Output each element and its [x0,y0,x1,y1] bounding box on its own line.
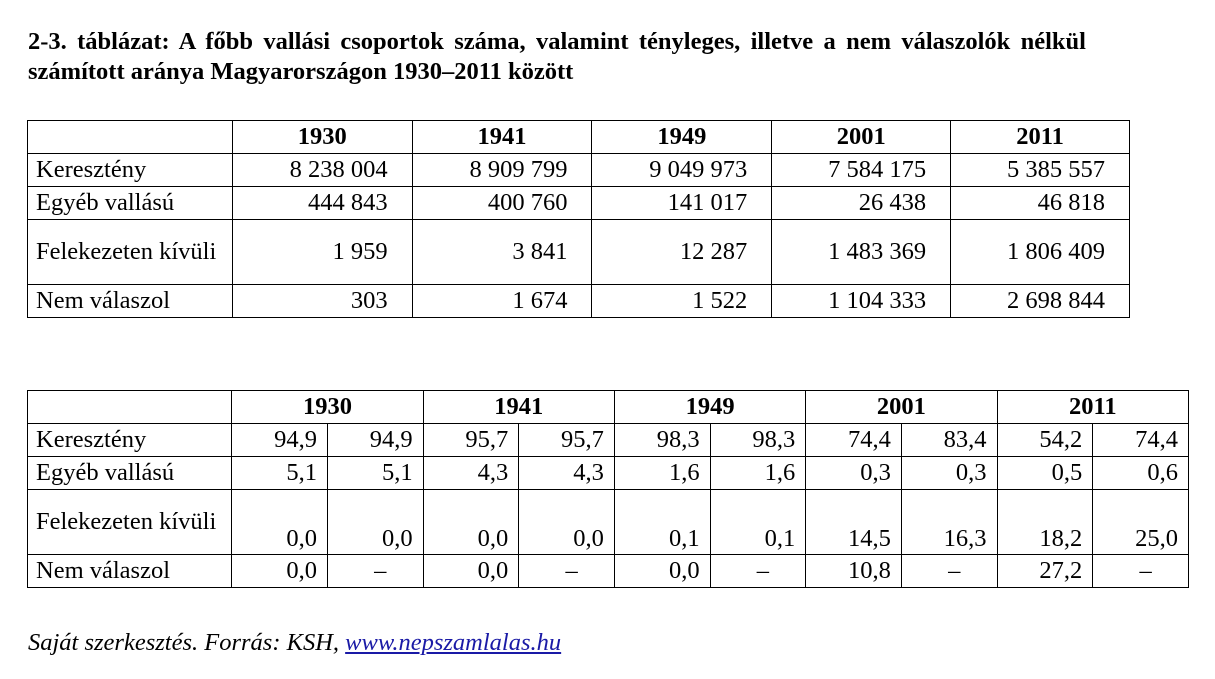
value-cell: 54,2 [997,424,1093,457]
value-cell: 4,3 [423,457,519,490]
value-cell: 0,6 [1093,457,1189,490]
counts-table [27,120,1130,318]
table-row [28,555,1189,588]
year-header: 1930 [232,121,412,154]
value-cell: 0,1 [710,490,806,555]
source-note [28,628,561,658]
value-cell: 5 385 557 [951,154,1130,187]
value-cell: 1,6 [614,457,710,490]
source-prefix: Saját szerkesztés. Forrás: KSH, [28,629,346,656]
value-cell: 8 909 799 [412,154,592,187]
value-cell: 27,2 [997,555,1093,588]
value-cell: 74,4 [806,424,902,457]
value-cell: – [519,555,615,588]
row-label: Felekezeten kívüli [28,490,232,555]
value-cell: 7 584 175 [772,154,951,187]
value-cell: 0,0 [519,490,615,555]
value-cell: 18,2 [997,490,1093,555]
year-header: 1930 [232,391,423,424]
row-label: Keresztény [28,424,232,457]
table-row [28,220,1130,285]
year-header: 2001 [806,391,997,424]
header-empty-cell [28,121,233,154]
percentages-table [27,390,1189,588]
row-label: Nem válaszol [28,555,232,588]
table-row [28,285,1130,318]
value-cell: 444 843 [232,187,412,220]
value-cell: 9 049 973 [592,154,772,187]
value-cell: 1 959 [232,220,412,285]
value-cell: 1 806 409 [951,220,1130,285]
year-header: 1949 [592,121,772,154]
value-cell: 0,0 [614,555,710,588]
value-cell: 0,0 [423,490,519,555]
value-cell: 1,6 [710,457,806,490]
value-cell: 1 104 333 [772,285,951,318]
value-cell: 0,5 [997,457,1093,490]
value-cell: 95,7 [423,424,519,457]
value-cell: 303 [232,285,412,318]
value-cell: 98,3 [710,424,806,457]
value-cell: 0,0 [232,490,328,555]
table-row [28,187,1130,220]
value-cell: 0,3 [806,457,902,490]
value-cell: 0,0 [423,555,519,588]
value-cell: 16,3 [901,490,997,555]
value-cell: 1 483 369 [772,220,951,285]
value-cell: 14,5 [806,490,902,555]
value-cell: 74,4 [1093,424,1189,457]
row-label: Nem válaszol [28,285,233,318]
value-cell: 8 238 004 [232,154,412,187]
table-header-row [28,391,1189,424]
row-label: Felekezeten kívüli [28,220,233,285]
table-row [28,424,1189,457]
value-cell: 94,9 [232,424,328,457]
value-cell: – [1093,555,1189,588]
row-label: Keresztény [28,154,233,187]
value-cell: 83,4 [901,424,997,457]
value-cell: 5,1 [327,457,423,490]
value-cell: 12 287 [592,220,772,285]
value-cell: 400 760 [412,187,592,220]
value-cell: 2 698 844 [951,285,1130,318]
row-label: Egyéb vallású [28,187,233,220]
year-header: 2001 [772,121,951,154]
value-cell: 0,1 [614,490,710,555]
value-cell: 1 674 [412,285,592,318]
value-cell: 98,3 [614,424,710,457]
value-cell: – [710,555,806,588]
value-cell: 0,3 [901,457,997,490]
value-cell: – [901,555,997,588]
value-cell: 46 818 [951,187,1130,220]
year-header: 1941 [412,121,592,154]
source-link[interactable]: www.nepszamlalas.hu [345,629,562,656]
value-cell: 0,0 [327,490,423,555]
value-cell: 25,0 [1093,490,1189,555]
value-cell: 3 841 [412,220,592,285]
year-header: 2011 [951,121,1130,154]
table-caption: 2-3. táblázat: A főbb vallási csoportok száma, valamint tényleges, illetve a nem válaszolók nélkül számított aránya Magyarországon 1930–2011 között [28,28,1086,85]
value-cell: 95,7 [519,424,615,457]
table-row [28,457,1189,490]
value-cell: 94,9 [327,424,423,457]
value-cell: 141 017 [592,187,772,220]
value-cell: 26 438 [772,187,951,220]
value-cell: 10,8 [806,555,902,588]
value-cell: 5,1 [232,457,328,490]
year-header: 1949 [614,391,805,424]
value-cell: 0,0 [232,555,328,588]
table-row [28,490,1189,555]
year-header: 2011 [997,391,1188,424]
table-row [28,154,1130,187]
value-cell: 4,3 [519,457,615,490]
value-cell: – [327,555,423,588]
value-cell: 1 522 [592,285,772,318]
header-empty-cell [28,391,232,424]
row-label: Egyéb vallású [28,457,232,490]
year-header: 1941 [423,391,614,424]
table-header-row [28,121,1130,154]
